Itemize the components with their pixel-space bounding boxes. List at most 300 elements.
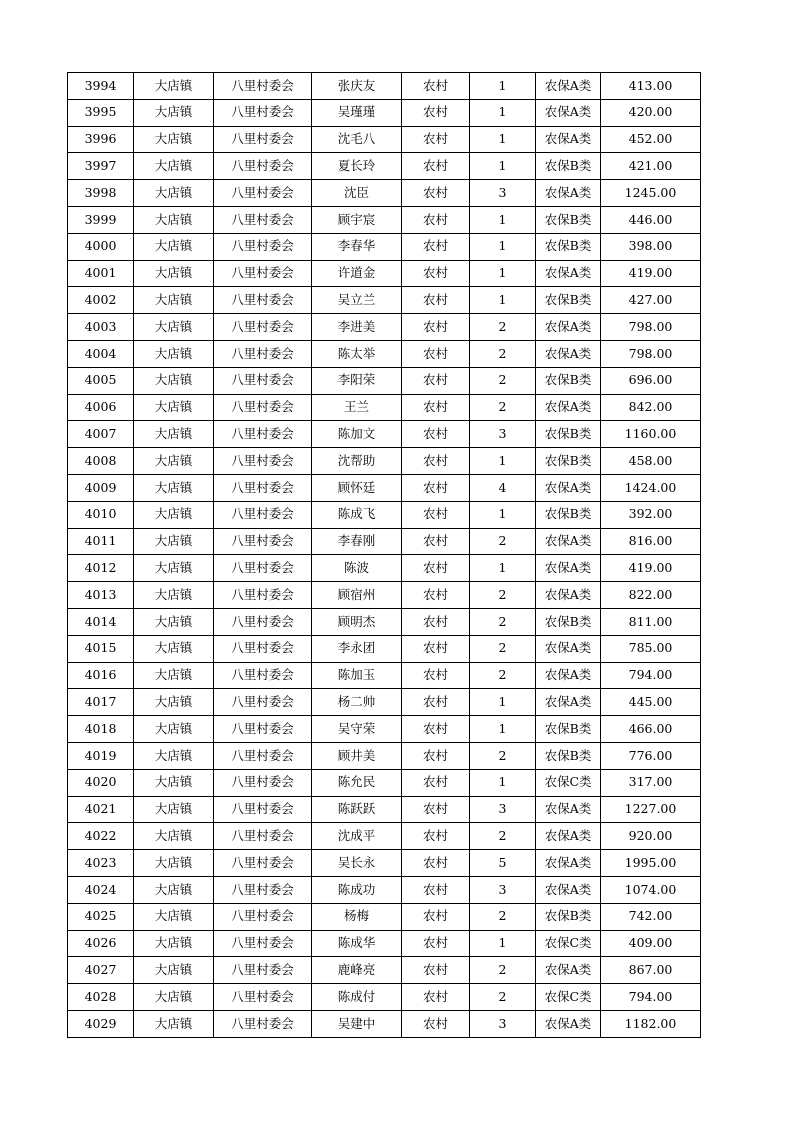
serial-number-cell: 4029 — [68, 1010, 134, 1037]
category-cell: 农保A类 — [536, 796, 601, 823]
table-row — [68, 582, 701, 609]
relief-roster-table — [67, 72, 701, 1038]
serial-number-cell: 4020 — [68, 769, 134, 796]
serial-number-cell: 4027 — [68, 957, 134, 984]
category-cell: 农保B类 — [536, 716, 601, 743]
village-committee-cell: 八里村委会 — [214, 367, 312, 394]
name-cell: 夏长玲 — [312, 153, 402, 180]
area-type-cell: 农村 — [402, 823, 470, 850]
household-size-cell: 1 — [470, 716, 536, 743]
household-size-cell: 1 — [470, 260, 536, 287]
area-type-cell: 农村 — [402, 126, 470, 153]
category-cell: 农保C类 — [536, 984, 601, 1011]
serial-number-cell: 4022 — [68, 823, 134, 850]
category-cell: 农保B类 — [536, 742, 601, 769]
name-cell: 顾怀廷 — [312, 474, 402, 501]
table-row — [68, 340, 701, 367]
name-cell: 陈跃跃 — [312, 796, 402, 823]
amount-cell: 696.00 — [601, 367, 701, 394]
village-committee-cell: 八里村委会 — [214, 394, 312, 421]
name-cell: 陈成华 — [312, 930, 402, 957]
serial-number-cell: 4000 — [68, 233, 134, 260]
amount-cell: 317.00 — [601, 769, 701, 796]
name-cell: 吴守荣 — [312, 716, 402, 743]
table-row — [68, 930, 701, 957]
area-type-cell: 农村 — [402, 796, 470, 823]
town-cell: 大店镇 — [134, 501, 214, 528]
town-cell: 大店镇 — [134, 796, 214, 823]
category-cell: 农保B类 — [536, 501, 601, 528]
category-cell: 农保A类 — [536, 314, 601, 341]
name-cell: 顾明杰 — [312, 608, 402, 635]
category-cell: 农保C类 — [536, 769, 601, 796]
table-row — [68, 876, 701, 903]
serial-number-cell: 4013 — [68, 582, 134, 609]
amount-cell: 421.00 — [601, 153, 701, 180]
amount-cell: 794.00 — [601, 662, 701, 689]
table-row — [68, 769, 701, 796]
amount-cell: 1160.00 — [601, 421, 701, 448]
town-cell: 大店镇 — [134, 314, 214, 341]
household-size-cell: 1 — [470, 555, 536, 582]
category-cell: 农保A类 — [536, 555, 601, 582]
name-cell: 陈成付 — [312, 984, 402, 1011]
village-committee-cell: 八里村委会 — [214, 876, 312, 903]
village-committee-cell: 八里村委会 — [214, 233, 312, 260]
category-cell: 农保A类 — [536, 73, 601, 100]
table-row — [68, 153, 701, 180]
village-committee-cell: 八里村委会 — [214, 448, 312, 475]
amount-cell: 1245.00 — [601, 180, 701, 207]
serial-number-cell: 4011 — [68, 528, 134, 555]
area-type-cell: 农村 — [402, 474, 470, 501]
table-row — [68, 903, 701, 930]
amount-cell: 398.00 — [601, 233, 701, 260]
amount-cell: 420.00 — [601, 99, 701, 126]
amount-cell: 1227.00 — [601, 796, 701, 823]
area-type-cell: 农村 — [402, 394, 470, 421]
table-row — [68, 180, 701, 207]
area-type-cell: 农村 — [402, 635, 470, 662]
table-row — [68, 314, 701, 341]
name-cell: 吴建中 — [312, 1010, 402, 1037]
name-cell: 陈加文 — [312, 421, 402, 448]
household-size-cell: 2 — [470, 662, 536, 689]
area-type-cell: 农村 — [402, 340, 470, 367]
name-cell: 沈成平 — [312, 823, 402, 850]
name-cell: 陈波 — [312, 555, 402, 582]
amount-cell: 1424.00 — [601, 474, 701, 501]
category-cell: 农保B类 — [536, 608, 601, 635]
town-cell: 大店镇 — [134, 662, 214, 689]
serial-number-cell: 4005 — [68, 367, 134, 394]
category-cell: 农保A类 — [536, 340, 601, 367]
amount-cell: 1182.00 — [601, 1010, 701, 1037]
table-row — [68, 474, 701, 501]
village-committee-cell: 八里村委会 — [214, 689, 312, 716]
amount-cell: 867.00 — [601, 957, 701, 984]
village-committee-cell: 八里村委会 — [214, 823, 312, 850]
name-cell: 杨二帅 — [312, 689, 402, 716]
area-type-cell: 农村 — [402, 957, 470, 984]
town-cell: 大店镇 — [134, 126, 214, 153]
village-committee-cell: 八里村委会 — [214, 421, 312, 448]
village-committee-cell: 八里村委会 — [214, 716, 312, 743]
amount-cell: 794.00 — [601, 984, 701, 1011]
category-cell: 农保A类 — [536, 99, 601, 126]
town-cell: 大店镇 — [134, 984, 214, 1011]
village-committee-cell: 八里村委会 — [214, 1010, 312, 1037]
category-cell: 农保B类 — [536, 233, 601, 260]
table-row — [68, 233, 701, 260]
table-row — [68, 608, 701, 635]
name-cell: 李春华 — [312, 233, 402, 260]
household-size-cell: 2 — [470, 957, 536, 984]
serial-number-cell: 3995 — [68, 99, 134, 126]
category-cell: 农保B类 — [536, 206, 601, 233]
table-row — [68, 850, 701, 877]
category-cell: 农保A类 — [536, 474, 601, 501]
village-committee-cell: 八里村委会 — [214, 287, 312, 314]
area-type-cell: 农村 — [402, 99, 470, 126]
area-type-cell: 农村 — [402, 501, 470, 528]
amount-cell: 1995.00 — [601, 850, 701, 877]
area-type-cell: 农村 — [402, 689, 470, 716]
serial-number-cell: 4026 — [68, 930, 134, 957]
household-size-cell: 2 — [470, 340, 536, 367]
table-row — [68, 99, 701, 126]
table-row — [68, 796, 701, 823]
household-size-cell: 2 — [470, 608, 536, 635]
village-committee-cell: 八里村委会 — [214, 153, 312, 180]
household-size-cell: 1 — [470, 448, 536, 475]
household-size-cell: 1 — [470, 206, 536, 233]
town-cell: 大店镇 — [134, 474, 214, 501]
name-cell: 陈成飞 — [312, 501, 402, 528]
area-type-cell: 农村 — [402, 421, 470, 448]
category-cell: 农保A类 — [536, 394, 601, 421]
table-row — [68, 984, 701, 1011]
amount-cell: 409.00 — [601, 930, 701, 957]
serial-number-cell: 4028 — [68, 984, 134, 1011]
category-cell: 农保A类 — [536, 635, 601, 662]
serial-number-cell: 4021 — [68, 796, 134, 823]
village-committee-cell: 八里村委会 — [214, 608, 312, 635]
village-committee-cell: 八里村委会 — [214, 260, 312, 287]
village-committee-cell: 八里村委会 — [214, 555, 312, 582]
name-cell: 李阳荣 — [312, 367, 402, 394]
amount-cell: 458.00 — [601, 448, 701, 475]
village-committee-cell: 八里村委会 — [214, 73, 312, 100]
serial-number-cell: 4001 — [68, 260, 134, 287]
table-row — [68, 957, 701, 984]
town-cell: 大店镇 — [134, 260, 214, 287]
table-row — [68, 260, 701, 287]
name-cell: 李进美 — [312, 314, 402, 341]
name-cell: 许道金 — [312, 260, 402, 287]
town-cell: 大店镇 — [134, 180, 214, 207]
serial-number-cell: 4002 — [68, 287, 134, 314]
village-committee-cell: 八里村委会 — [214, 180, 312, 207]
town-cell: 大店镇 — [134, 582, 214, 609]
town-cell: 大店镇 — [134, 635, 214, 662]
household-size-cell: 5 — [470, 850, 536, 877]
town-cell: 大店镇 — [134, 608, 214, 635]
household-size-cell: 2 — [470, 984, 536, 1011]
town-cell: 大店镇 — [134, 528, 214, 555]
name-cell: 陈成功 — [312, 876, 402, 903]
serial-number-cell: 4014 — [68, 608, 134, 635]
table-row — [68, 1010, 701, 1037]
serial-number-cell: 3994 — [68, 73, 134, 100]
category-cell: 农保B类 — [536, 153, 601, 180]
household-size-cell: 2 — [470, 582, 536, 609]
village-committee-cell: 八里村委会 — [214, 957, 312, 984]
amount-cell: 419.00 — [601, 555, 701, 582]
town-cell: 大店镇 — [134, 769, 214, 796]
area-type-cell: 农村 — [402, 1010, 470, 1037]
town-cell: 大店镇 — [134, 876, 214, 903]
area-type-cell: 农村 — [402, 742, 470, 769]
town-cell: 大店镇 — [134, 206, 214, 233]
village-committee-cell: 八里村委会 — [214, 206, 312, 233]
amount-cell: 392.00 — [601, 501, 701, 528]
category-cell: 农保A类 — [536, 582, 601, 609]
household-size-cell: 1 — [470, 73, 536, 100]
table-row — [68, 367, 701, 394]
area-type-cell: 农村 — [402, 662, 470, 689]
name-cell: 吴立兰 — [312, 287, 402, 314]
table-row — [68, 716, 701, 743]
town-cell: 大店镇 — [134, 742, 214, 769]
area-type-cell: 农村 — [402, 367, 470, 394]
area-type-cell: 农村 — [402, 180, 470, 207]
household-size-cell: 1 — [470, 769, 536, 796]
household-size-cell: 4 — [470, 474, 536, 501]
name-cell: 王兰 — [312, 394, 402, 421]
area-type-cell: 农村 — [402, 903, 470, 930]
household-size-cell: 3 — [470, 876, 536, 903]
village-committee-cell: 八里村委会 — [214, 742, 312, 769]
category-cell: 农保A类 — [536, 850, 601, 877]
name-cell: 顾宿州 — [312, 582, 402, 609]
amount-cell: 798.00 — [601, 314, 701, 341]
town-cell: 大店镇 — [134, 555, 214, 582]
household-size-cell: 3 — [470, 1010, 536, 1037]
area-type-cell: 农村 — [402, 314, 470, 341]
amount-cell: 785.00 — [601, 635, 701, 662]
town-cell: 大店镇 — [134, 1010, 214, 1037]
village-committee-cell: 八里村委会 — [214, 850, 312, 877]
household-size-cell: 2 — [470, 742, 536, 769]
serial-number-cell: 3999 — [68, 206, 134, 233]
village-committee-cell: 八里村委会 — [214, 99, 312, 126]
category-cell: 农保B类 — [536, 287, 601, 314]
village-committee-cell: 八里村委会 — [214, 126, 312, 153]
amount-cell: 776.00 — [601, 742, 701, 769]
name-cell: 吴瑾瑾 — [312, 99, 402, 126]
village-committee-cell: 八里村委会 — [214, 769, 312, 796]
name-cell: 沈帮助 — [312, 448, 402, 475]
name-cell: 吴长永 — [312, 850, 402, 877]
village-committee-cell: 八里村委会 — [214, 984, 312, 1011]
category-cell: 农保A类 — [536, 126, 601, 153]
household-size-cell: 1 — [470, 153, 536, 180]
household-size-cell: 2 — [470, 314, 536, 341]
serial-number-cell: 4017 — [68, 689, 134, 716]
town-cell: 大店镇 — [134, 287, 214, 314]
village-committee-cell: 八里村委会 — [214, 314, 312, 341]
area-type-cell: 农村 — [402, 876, 470, 903]
area-type-cell: 农村 — [402, 260, 470, 287]
table-row — [68, 742, 701, 769]
amount-cell: 427.00 — [601, 287, 701, 314]
village-committee-cell: 八里村委会 — [214, 796, 312, 823]
town-cell: 大店镇 — [134, 957, 214, 984]
serial-number-cell: 4018 — [68, 716, 134, 743]
town-cell: 大店镇 — [134, 421, 214, 448]
amount-cell: 1074.00 — [601, 876, 701, 903]
category-cell: 农保A类 — [536, 528, 601, 555]
table-row — [68, 689, 701, 716]
area-type-cell: 农村 — [402, 448, 470, 475]
amount-cell: 798.00 — [601, 340, 701, 367]
name-cell: 陈加玉 — [312, 662, 402, 689]
household-size-cell: 1 — [470, 930, 536, 957]
household-size-cell: 3 — [470, 421, 536, 448]
category-cell: 农保A类 — [536, 260, 601, 287]
table-row — [68, 662, 701, 689]
household-size-cell: 2 — [470, 635, 536, 662]
village-committee-cell: 八里村委会 — [214, 635, 312, 662]
town-cell: 大店镇 — [134, 99, 214, 126]
name-cell: 鹿峰亮 — [312, 957, 402, 984]
household-size-cell: 2 — [470, 823, 536, 850]
category-cell: 农保A类 — [536, 876, 601, 903]
serial-number-cell: 4016 — [68, 662, 134, 689]
table-row — [68, 126, 701, 153]
table-row — [68, 501, 701, 528]
amount-cell: 452.00 — [601, 126, 701, 153]
name-cell: 李春刚 — [312, 528, 402, 555]
area-type-cell: 农村 — [402, 555, 470, 582]
area-type-cell: 农村 — [402, 153, 470, 180]
household-size-cell: 1 — [470, 233, 536, 260]
town-cell: 大店镇 — [134, 73, 214, 100]
household-size-cell: 3 — [470, 796, 536, 823]
amount-cell: 811.00 — [601, 608, 701, 635]
serial-number-cell: 3998 — [68, 180, 134, 207]
village-committee-cell: 八里村委会 — [214, 930, 312, 957]
household-size-cell: 2 — [470, 367, 536, 394]
amount-cell: 816.00 — [601, 528, 701, 555]
amount-cell: 822.00 — [601, 582, 701, 609]
table-row — [68, 528, 701, 555]
name-cell: 陈太举 — [312, 340, 402, 367]
town-cell: 大店镇 — [134, 689, 214, 716]
serial-number-cell: 4004 — [68, 340, 134, 367]
town-cell: 大店镇 — [134, 340, 214, 367]
area-type-cell: 农村 — [402, 850, 470, 877]
town-cell: 大店镇 — [134, 233, 214, 260]
area-type-cell: 农村 — [402, 73, 470, 100]
area-type-cell: 农村 — [402, 206, 470, 233]
area-type-cell: 农村 — [402, 930, 470, 957]
table-row — [68, 394, 701, 421]
amount-cell: 466.00 — [601, 716, 701, 743]
amount-cell: 446.00 — [601, 206, 701, 233]
town-cell: 大店镇 — [134, 448, 214, 475]
serial-number-cell: 3997 — [68, 153, 134, 180]
serial-number-cell: 3996 — [68, 126, 134, 153]
area-type-cell: 农村 — [402, 608, 470, 635]
amount-cell: 842.00 — [601, 394, 701, 421]
category-cell: 农保A类 — [536, 823, 601, 850]
serial-number-cell: 4019 — [68, 742, 134, 769]
village-committee-cell: 八里村委会 — [214, 903, 312, 930]
serial-number-cell: 4003 — [68, 314, 134, 341]
name-cell: 张庆友 — [312, 73, 402, 100]
household-size-cell: 2 — [470, 394, 536, 421]
category-cell: 农保A类 — [536, 662, 601, 689]
name-cell: 陈允民 — [312, 769, 402, 796]
area-type-cell: 农村 — [402, 233, 470, 260]
category-cell: 农保C类 — [536, 930, 601, 957]
name-cell: 顾井美 — [312, 742, 402, 769]
table-row — [68, 823, 701, 850]
table-row — [68, 421, 701, 448]
household-size-cell: 1 — [470, 287, 536, 314]
village-committee-cell: 八里村委会 — [214, 340, 312, 367]
area-type-cell: 农村 — [402, 769, 470, 796]
area-type-cell: 农村 — [402, 716, 470, 743]
serial-number-cell: 4009 — [68, 474, 134, 501]
name-cell: 李永团 — [312, 635, 402, 662]
amount-cell: 742.00 — [601, 903, 701, 930]
table-row — [68, 287, 701, 314]
town-cell: 大店镇 — [134, 823, 214, 850]
category-cell: 农保B类 — [536, 903, 601, 930]
serial-number-cell: 4012 — [68, 555, 134, 582]
household-size-cell: 1 — [470, 501, 536, 528]
serial-number-cell: 4024 — [68, 876, 134, 903]
town-cell: 大店镇 — [134, 153, 214, 180]
town-cell: 大店镇 — [134, 367, 214, 394]
household-size-cell: 1 — [470, 689, 536, 716]
category-cell: 农保B类 — [536, 448, 601, 475]
serial-number-cell: 4010 — [68, 501, 134, 528]
category-cell: 农保A类 — [536, 957, 601, 984]
town-cell: 大店镇 — [134, 850, 214, 877]
category-cell: 农保B类 — [536, 421, 601, 448]
amount-cell: 445.00 — [601, 689, 701, 716]
amount-cell: 413.00 — [601, 73, 701, 100]
table-row — [68, 73, 701, 100]
village-committee-cell: 八里村委会 — [214, 474, 312, 501]
amount-cell: 920.00 — [601, 823, 701, 850]
village-committee-cell: 八里村委会 — [214, 662, 312, 689]
area-type-cell: 农村 — [402, 287, 470, 314]
town-cell: 大店镇 — [134, 930, 214, 957]
table-row — [68, 206, 701, 233]
serial-number-cell: 4007 — [68, 421, 134, 448]
household-size-cell: 1 — [470, 99, 536, 126]
category-cell: 农保B类 — [536, 367, 601, 394]
name-cell: 杨梅 — [312, 903, 402, 930]
serial-number-cell: 4006 — [68, 394, 134, 421]
village-committee-cell: 八里村委会 — [214, 528, 312, 555]
table-row — [68, 555, 701, 582]
